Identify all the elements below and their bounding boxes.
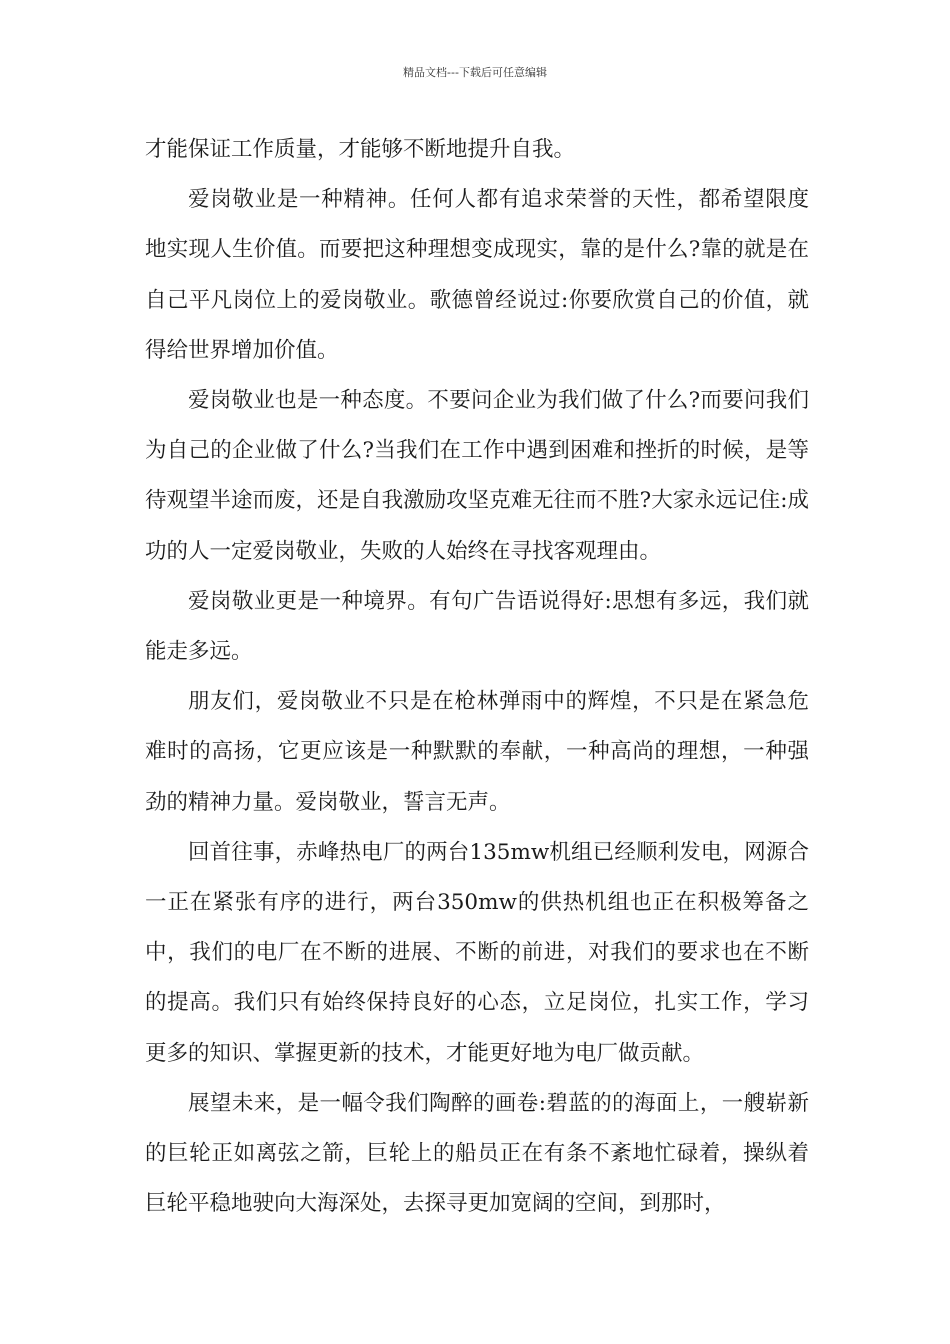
paragraph: 展望未来，是一幅令我们陶醉的画卷:碧蓝的的海面上，一艘崭新的巨轮正如离弦之箭，巨轮上的船员正在有条不紊地忙碌着，操纵着巨轮平稳地驶向大海深处，去探寻更加宽阔的空间，到那时， [145,1090,809,1217]
paragraph: 才能保证工作质量，才能够不断地提升自我。 [145,137,576,162]
paragraph: 爱岗敬业也是一种态度。不要问企业为我们做了什么?而要问我们为自己的企业做了什么?当我们在工作中遇到困难和挫折的时候，是等待观望半途而废，还是自我激励攻坚克难无往而不胜?大家永远记住:成功的人一定爱岗敬业，失败的人始终在寻找客观理由。 [145,388,809,564]
paragraph: 回首往事，赤峰热电厂的两台135mw机组已经顺利发电，网源合一正在紧张有序的进行，两台350mw的供热机组也正在积极筹备之中，我们的电厂在不断的进展、不断的前进，对我们的要求也在不断的提高。我们只有始终保持良好的心态，立足岗位，扎实工作，学习更多的知识、掌握更新的技术，才能更好地为电厂做贡献。 [145,839,809,1066]
document-body [145,125,809,1229]
paragraph: 爱岗敬业是一种精神。任何人都有追求荣誉的天性，都希望限度地实现人生价值。而要把这种理想变成现实，靠的是什么?靠的就是在自己平凡岗位上的爱岗敬业。歌德曾经说过:你要欣赏自己的价值，就得给世界增加价值。 [145,187,809,363]
paragraph: 朋友们，爱岗敬业不只是在枪林弹雨中的辉煌，不只是在紧急危难时的高扬，它更应该是一种默默的奉献，一种高尚的理想，一种强劲的精神力量。爱岗敬业，誓言无声。 [145,689,809,815]
page-header: 精品文档---下载后可任意编辑 [403,66,547,79]
paragraph: 爱岗敬业更是一种境界。有句广告语说得好:思想有多远，我们就能走多远。 [145,588,809,665]
